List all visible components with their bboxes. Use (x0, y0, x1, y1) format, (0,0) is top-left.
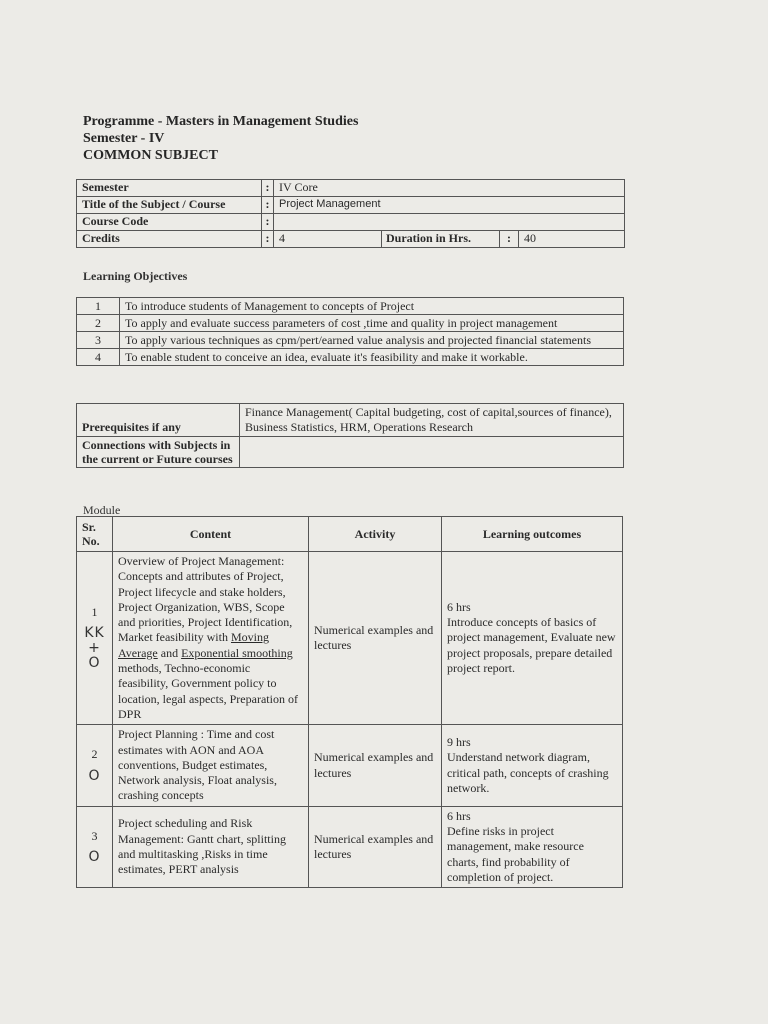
duration-value: 40 (519, 231, 625, 248)
meta-row (77, 197, 625, 214)
module-number: 1 (91, 604, 98, 619)
module-activity: Numerical examples and lectures (309, 806, 442, 887)
module-outcome (442, 552, 623, 725)
meta-sep: : (262, 231, 274, 248)
meta-value: Project Management (274, 197, 625, 214)
objective-row (77, 349, 624, 366)
meta-sep: : (262, 197, 274, 214)
module-hours: 6 hrs (447, 599, 471, 614)
module-outcome-text: Understand network diagram, critical path, concepts of crashing network. (447, 750, 609, 795)
module-hours: 9 hrs (447, 734, 471, 749)
learning-objectives-heading: Learning Objectives (83, 269, 188, 283)
connections-value (240, 437, 624, 468)
module-outcome (442, 725, 623, 806)
col-outcomes: Learning outcomes (442, 517, 623, 552)
module-row (77, 552, 623, 725)
meta-row (77, 231, 625, 248)
module-sr (77, 725, 113, 806)
module-sr (77, 552, 113, 725)
module-outcome-text: Introduce concepts of basics of project management, Evaluate new project proposals, prepare detailed project report. (447, 615, 616, 676)
module-content: Project Planning : Time and cost estimates with AON and AOA conventions, Budget estimates, Network analysis, Float analysis, crashing concepts (113, 725, 309, 806)
meta-label: Semester (77, 180, 262, 197)
handwritten-mark: O (88, 767, 101, 784)
meta-label: Credits (77, 231, 262, 248)
meta-value (274, 214, 625, 231)
module-activity: Numerical examples and lectures (309, 552, 442, 725)
meta-row (77, 180, 625, 197)
credits-value: 4 (274, 231, 382, 248)
content-underlined: Moving Average (118, 630, 269, 660)
objective-row (77, 332, 624, 349)
module-activity: Numerical examples and lectures (309, 725, 442, 806)
objective-number: 2 (77, 315, 120, 332)
content-text: and (157, 645, 182, 660)
module-number: 3 (91, 828, 98, 843)
prereq-label: Prerequisites if any (77, 404, 240, 437)
duration-sep: : (500, 231, 519, 248)
content-text: Overview of Project Management: Concepts and attributes of Project, Project lifecycle and stake holders, Project Organization, WBS, Scope and priorities, Project Identification, Market feasibility with (118, 554, 293, 645)
meta-value: IV Core (274, 180, 625, 197)
prerequisites-table (76, 403, 624, 468)
semester-heading: Semester - IV (83, 131, 165, 146)
meta-sep: : (262, 214, 274, 231)
col-content: Content (113, 517, 309, 552)
content-text: methods, Techno-economic feasibility, Government policy to location, legal aspects, Preparation of DPR (118, 661, 298, 721)
module-outcome-text: Define risks in project management, make resource charts, find probability of completion of project. (447, 824, 584, 884)
prereq-row (77, 404, 624, 437)
objective-number: 4 (77, 349, 120, 366)
module-hours: 6 hrs (447, 808, 471, 823)
module-number: 2 (91, 747, 98, 762)
module-content: Project scheduling and Risk Management: Gantt chart, splitting and multitasking ,Risks in time estimates, PERT analysis (113, 806, 309, 887)
handwritten-mark: O (88, 848, 101, 865)
module-outcome (442, 806, 623, 887)
module-sr (77, 806, 113, 887)
module-row (77, 806, 623, 887)
meta-row (77, 214, 625, 231)
module-content (113, 552, 309, 725)
connections-label: Connections with Subjects in the current or Future courses (77, 437, 240, 468)
objective-number: 1 (77, 298, 120, 315)
connections-row (77, 437, 624, 468)
module-heading: Module (83, 503, 121, 517)
handwritten-mark: KK + O (84, 624, 105, 672)
prereq-value: Finance Management( Capital budgeting, cost of capital,sources of finance), Business Statistics, HRM, Operations Research (240, 404, 624, 437)
col-sr-no: Sr. No. (77, 517, 113, 552)
meta-label: Title of the Subject / Course (77, 197, 262, 214)
objective-number: 3 (77, 332, 120, 349)
duration-label: Duration in Hrs. (382, 231, 500, 248)
programme-title: Programme - Masters in Management Studies (83, 114, 359, 129)
module-table (76, 516, 623, 888)
course-info-table (76, 179, 625, 248)
objective-row (77, 298, 624, 315)
col-activity: Activity (309, 517, 442, 552)
module-header-row (77, 517, 623, 552)
objective-text: To introduce students of Management to concepts of Project (120, 298, 624, 315)
common-subject-heading: COMMON SUBJECT (83, 148, 218, 163)
module-row (77, 725, 623, 806)
objective-text: To enable student to conceive an idea, evaluate it's feasibility and make it workable. (120, 349, 624, 366)
objective-row (77, 315, 624, 332)
meta-sep: : (262, 180, 274, 197)
content-underlined: Exponential smoothing (181, 645, 293, 660)
objectives-table (76, 297, 624, 366)
objective-text: To apply various techniques as cpm/pert/earned value analysis and projected financial statements (120, 332, 624, 349)
objective-text: To apply and evaluate success parameters of cost ,time and quality in project management (120, 315, 624, 332)
meta-label: Course Code (77, 214, 262, 231)
